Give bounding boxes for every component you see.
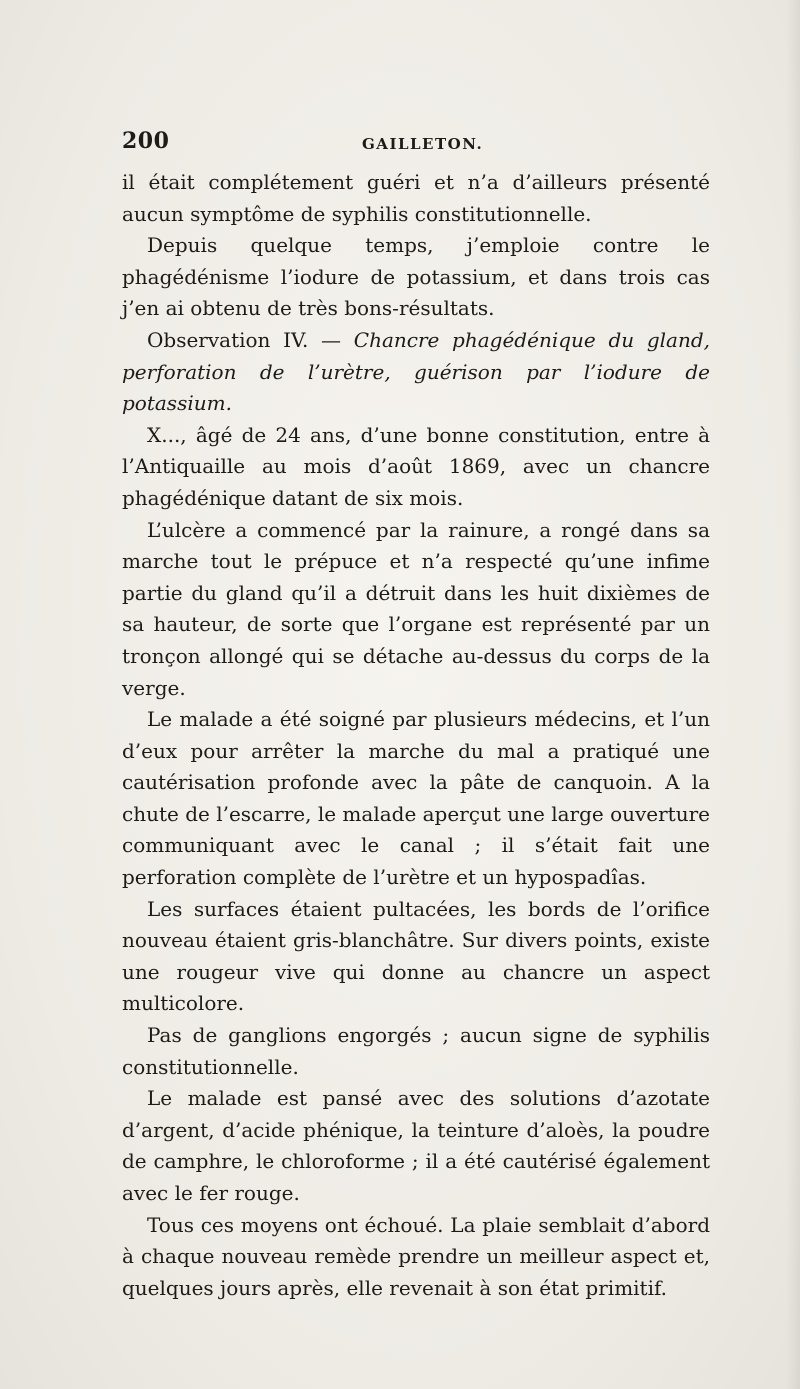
case-paragraph-treatment: Le malade est pansé avec des solutions d’azotate d’argent, d’acide phénique, la teinture d’aloès, la poudre de camphre, le chloroforme ; il a été cautérisé également avec le fer rouge. <box>122 1086 710 1205</box>
page-header <box>122 128 710 162</box>
case-paragraph-ulcer: L’ulcère a commencé par la rainure, a rongé dans sa marche tout le prépuce et n’a respecté qu’une infime partie du gland qu’il a détruit dans les huit dixièmes de sa hauteur, de sorte que l’organe est représenté par un tronçon allongé qui se détache au-dessus du corps de la verge. <box>122 517 710 700</box>
page-number: 200 <box>122 128 170 154</box>
paragraph-iodide-remark: Depuis quelque temps, j’emploie contre le phagédénisme l’iodure de potassium, et dans trois cas j’en ai obtenu de très bons-résultats. <box>122 233 710 321</box>
observation-heading <box>122 325 710 420</box>
page-edge-shadow <box>786 0 800 1389</box>
observation-label: Observation IV. — <box>147 327 354 352</box>
case-paragraph-ganglions: Pas de ganglions engorgés ; aucun signe de syphilis constitutionnelle. <box>122 1023 710 1079</box>
running-head: GAILLETON. <box>362 135 484 153</box>
case-paragraph-surfaces: Les surfaces étaient pultacées, les bords de l’orifice nouveau étaient gris-blanchâtre. Sur divers points, existe une rougeur vive qui donne au chancre un aspect multicolore. <box>122 896 710 1016</box>
case-paragraph-patient: X..., âgé de 24 ans, d’une bonne constitution, entre à l’Antiquaille au mois d’août 1869, avec un chancre phagédénique datant de six mois. <box>122 422 710 510</box>
case-paragraph-cauterisation: Le malade a été soigné par plusieurs médecins, et l’un d’eux pour arrêter la marche du mal a pratiqué une cautérisation profonde avec la pâte de canquoin. A la chute de l’escarre, le malade aperçut une large ouverture communiquant avec le canal ; il s’était fait une perforation complète de l’urètre et un hypospadîas. <box>122 707 710 890</box>
paragraph-continuation: il était complétement guéri et n’a d’ailleurs présenté aucun symptôme de syphilis constitutionnelle. <box>122 170 710 226</box>
body-text <box>122 167 710 1304</box>
observation-title: Chancre phagédénique du gland, perforation de l’urètre, guérison par l’iodure de potassium. <box>122 327 710 416</box>
case-paragraph-failure: Tous ces moyens ont échoué. La plaie semblait d’abord à chaque nouveau remède prendre un meilleur aspect et, quelques jours après, elle revenait à son état primitif. <box>122 1212 710 1300</box>
